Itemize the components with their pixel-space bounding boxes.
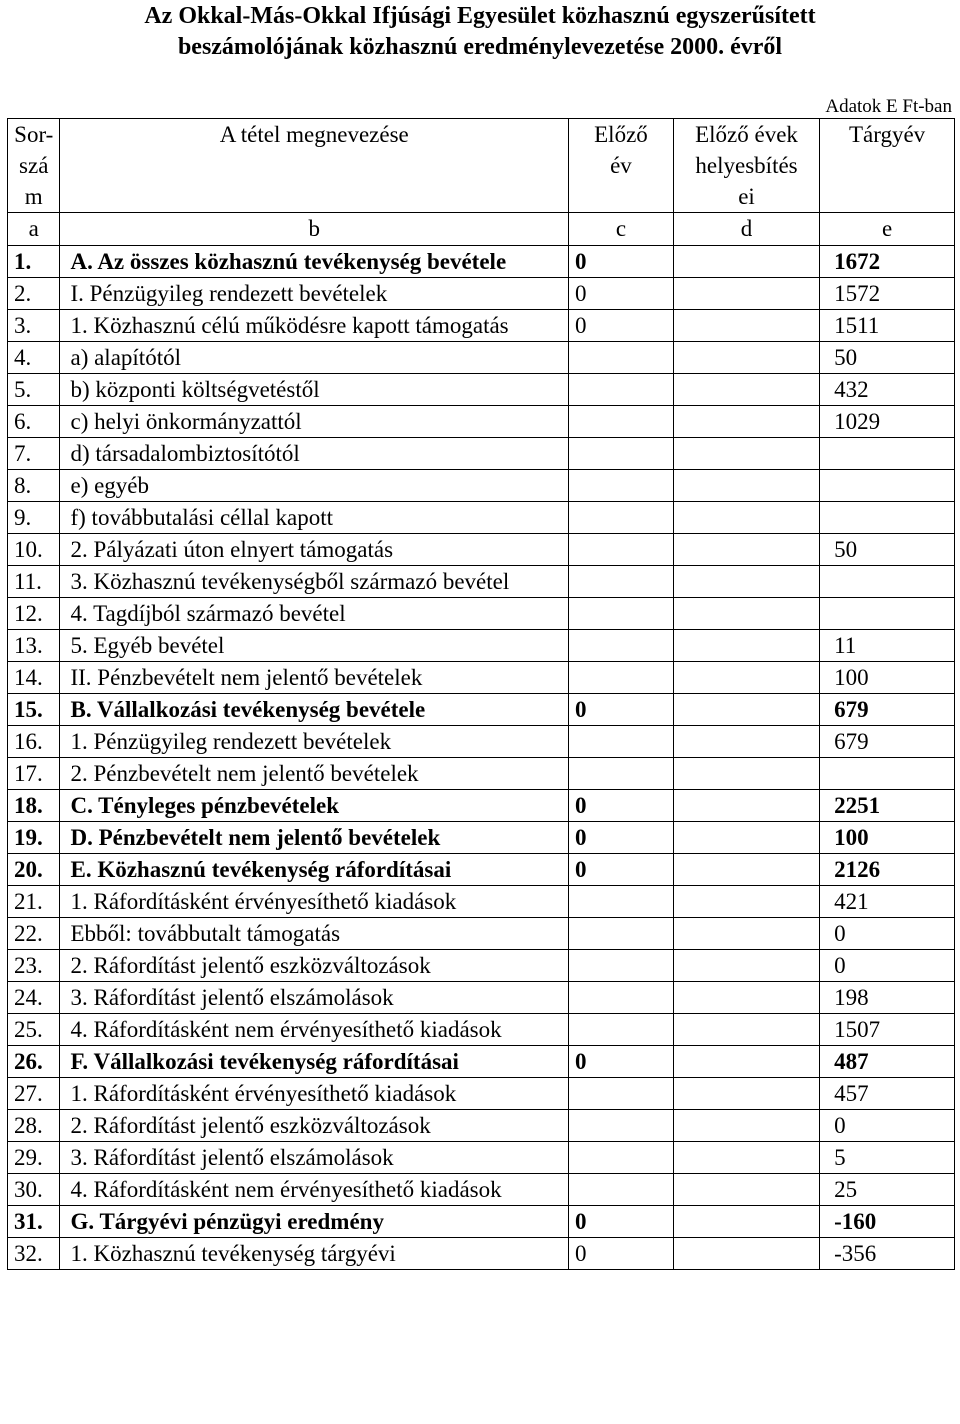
row-corrections [673,822,819,854]
table-row [8,1142,955,1174]
row-item-name: d) társadalombiztosítótól [60,438,568,470]
row-number: 6. [8,406,60,438]
row-previous-year [568,598,673,630]
title-line-1: Az Okkal-Más-Okkal Ifjúsági Egyesület közhasznú egyszerűsített [144,3,816,29]
row-previous-year [568,1142,673,1174]
header-current-year: Tárgyév [820,119,955,213]
row-previous-year: 0 [568,694,673,726]
row-previous-year [568,886,673,918]
table-row [8,278,955,310]
row-previous-year [568,1110,673,1142]
table-row [8,790,955,822]
row-corrections [673,534,819,566]
row-previous-year: 0 [568,310,673,342]
table-row [8,822,955,854]
row-current-year: 25 [820,1174,955,1206]
row-number: 12. [8,598,60,630]
row-previous-year [568,374,673,406]
header-previous-year: Előző év [568,119,673,213]
row-current-year [820,758,955,790]
row-corrections [673,1238,819,1270]
row-number: 32. [8,1238,60,1270]
row-corrections [673,1110,819,1142]
header-item-name: A tétel megnevezése [60,119,568,213]
table-row [8,1110,955,1142]
row-current-year: 679 [820,726,955,758]
row-current-year [820,438,955,470]
table-row [8,438,955,470]
row-item-name: Ebből: továbbutalt támogatás [60,918,568,950]
row-current-year [820,470,955,502]
row-number: 13. [8,630,60,662]
column-letter: d [673,213,819,246]
table-row [8,1206,955,1238]
table-row [8,886,955,918]
row-current-year: 2126 [820,854,955,886]
row-current-year [820,566,955,598]
row-corrections [673,374,819,406]
row-current-year: 2251 [820,790,955,822]
row-previous-year [568,630,673,662]
row-corrections [673,342,819,374]
row-item-name: 3. Ráfordítást jelentő elszámolások [60,982,568,1014]
table-row [8,662,955,694]
row-number: 11. [8,566,60,598]
table-row [8,406,955,438]
row-corrections [673,502,819,534]
row-number: 27. [8,1078,60,1110]
row-current-year: 198 [820,982,955,1014]
table-row [8,1078,955,1110]
table-row [8,950,955,982]
row-number: 19. [8,822,60,854]
table-body [8,246,955,1270]
row-item-name: 2. Pénzbevételt nem jelentő bevételek [60,758,568,790]
row-item-name: f) továbbutalási céllal kapott [60,502,568,534]
row-number: 23. [8,950,60,982]
row-item-name: 4. Ráfordításként nem érvényesíthető kiadások [60,1174,568,1206]
table-row [8,758,955,790]
column-letter: b [60,213,568,246]
row-item-name: 4. Tagdíjból származó bevétel [60,598,568,630]
row-current-year: 1029 [820,406,955,438]
unit-note: Adatok E Ft-ban [825,96,952,117]
row-corrections [673,1014,819,1046]
row-corrections [673,1206,819,1238]
row-number: 22. [8,918,60,950]
income-statement-table [7,118,955,1270]
row-item-name: E. Közhasznú tevékenység ráfordításai [60,854,568,886]
row-item-name: a) alapítótól [60,342,568,374]
row-number: 10. [8,534,60,566]
table-row [8,1174,955,1206]
row-current-year: 1507 [820,1014,955,1046]
row-item-name: 1. Pénzügyileg rendezett bevételek [60,726,568,758]
row-corrections [673,310,819,342]
row-previous-year: 0 [568,1238,673,1270]
row-previous-year [568,726,673,758]
row-number: 26. [8,1046,60,1078]
row-item-name: c) helyi önkormányzattól [60,406,568,438]
row-number: 20. [8,854,60,886]
row-corrections [673,694,819,726]
row-current-year: 100 [820,822,955,854]
row-item-name: 1. Közhasznú tevékenység tárgyévi [60,1238,568,1270]
row-corrections [673,790,819,822]
row-item-name: I. Pénzügyileg rendezett bevételek [60,278,568,310]
row-number: 5. [8,374,60,406]
row-current-year: 50 [820,342,955,374]
row-current-year: 5 [820,1142,955,1174]
row-item-name: 2. Ráfordítást jelentő eszközváltozások [60,950,568,982]
row-previous-year: 0 [568,278,673,310]
table-row [8,694,955,726]
row-current-year: 100 [820,662,955,694]
table-row [8,342,955,374]
row-number: 15. [8,694,60,726]
row-previous-year [568,662,673,694]
table-row [8,1238,955,1270]
row-previous-year: 0 [568,790,673,822]
row-item-name: A. Az összes közhasznú tevékenység bevétele [60,246,568,278]
row-corrections [673,886,819,918]
row-current-year: -356 [820,1238,955,1270]
table-row [8,310,955,342]
row-previous-year [568,918,673,950]
row-corrections [673,982,819,1014]
row-number: 14. [8,662,60,694]
table-row [8,246,955,278]
row-item-name: 1. Közhasznú célú működésre kapott támogatás [60,310,568,342]
row-item-name: G. Tárgyévi pénzügyi eredmény [60,1206,568,1238]
row-current-year: -160 [820,1206,955,1238]
row-previous-year [568,1014,673,1046]
table-row [8,470,955,502]
column-letter: a [8,213,60,246]
row-item-name: D. Pénzbevételt nem jelentő bevételek [60,822,568,854]
row-current-year: 679 [820,694,955,726]
row-previous-year [568,1078,673,1110]
row-item-name: 3. Ráfordítást jelentő elszámolások [60,1142,568,1174]
row-number: 4. [8,342,60,374]
row-number: 1. [8,246,60,278]
table-row [8,630,955,662]
row-number: 2. [8,278,60,310]
row-previous-year: 0 [568,1206,673,1238]
row-previous-year: 0 [568,822,673,854]
table-row [8,1046,955,1078]
table-row [8,502,955,534]
row-corrections [673,438,819,470]
document-title [0,0,960,63]
row-item-name: 5. Egyéb bevétel [60,630,568,662]
row-current-year [820,502,955,534]
row-corrections [673,918,819,950]
table-row [8,726,955,758]
row-current-year: 11 [820,630,955,662]
table-row [8,1014,955,1046]
row-current-year: 0 [820,918,955,950]
row-previous-year [568,502,673,534]
row-corrections [673,854,819,886]
row-number: 16. [8,726,60,758]
header-corrections: Előző évek helyesbítés ei [673,119,819,213]
table-row [8,566,955,598]
row-corrections [673,630,819,662]
row-item-name: b) központi költségvetéstől [60,374,568,406]
row-corrections [673,566,819,598]
row-current-year: 487 [820,1046,955,1078]
row-previous-year: 0 [568,1046,673,1078]
title-line-2: beszámolójának közhasznú eredménylevezetése 2000. évről [177,34,783,60]
row-item-name: C. Tényleges pénzbevételek [60,790,568,822]
row-previous-year [568,342,673,374]
row-current-year: 1672 [820,246,955,278]
row-corrections [673,470,819,502]
row-item-name: 3. Közhasznú tevékenységből származó bevétel [60,566,568,598]
table-row [8,534,955,566]
row-current-year: 0 [820,1110,955,1142]
table-row [8,374,955,406]
row-number: 17. [8,758,60,790]
column-letter: c [568,213,673,246]
row-corrections [673,1174,819,1206]
row-corrections [673,598,819,630]
row-number: 29. [8,1142,60,1174]
row-corrections [673,406,819,438]
row-previous-year [568,950,673,982]
row-item-name: 4. Ráfordításként nem érvényesíthető kiadások [60,1014,568,1046]
header-sorszam: Sor- szá m [8,119,60,213]
row-item-name: 2. Pályázati úton elnyert támogatás [60,534,568,566]
row-item-name: 1. Ráfordításként érvényesíthető kiadások [60,1078,568,1110]
row-previous-year [568,758,673,790]
header-row [8,119,955,213]
row-previous-year [568,534,673,566]
row-current-year: 50 [820,534,955,566]
row-previous-year [568,1174,673,1206]
row-current-year: 0 [820,950,955,982]
row-number: 7. [8,438,60,470]
row-corrections [673,278,819,310]
row-number: 3. [8,310,60,342]
row-current-year: 1511 [820,310,955,342]
row-number: 25. [8,1014,60,1046]
row-number: 8. [8,470,60,502]
table-row [8,982,955,1014]
row-number: 9. [8,502,60,534]
row-item-name: 1. Ráfordításként érvényesíthető kiadások [60,886,568,918]
row-corrections [673,726,819,758]
row-current-year: 457 [820,1078,955,1110]
table-row [8,854,955,886]
row-corrections [673,758,819,790]
row-corrections [673,246,819,278]
row-previous-year [568,438,673,470]
row-corrections [673,1046,819,1078]
row-corrections [673,662,819,694]
row-number: 30. [8,1174,60,1206]
row-item-name: B. Vállalkozási tevékenység bevétele [60,694,568,726]
row-item-name: II. Pénzbevételt nem jelentő bevételek [60,662,568,694]
row-number: 24. [8,982,60,1014]
row-corrections [673,950,819,982]
row-number: 21. [8,886,60,918]
table-row [8,918,955,950]
row-previous-year [568,982,673,1014]
row-current-year [820,598,955,630]
row-number: 18. [8,790,60,822]
row-previous-year [568,470,673,502]
row-corrections [673,1142,819,1174]
row-previous-year: 0 [568,246,673,278]
row-current-year: 421 [820,886,955,918]
row-current-year: 432 [820,374,955,406]
row-previous-year [568,566,673,598]
column-letter-row [8,213,955,246]
row-corrections [673,1078,819,1110]
table-row [8,598,955,630]
row-item-name: F. Vállalkozási tevékenység ráfordításai [60,1046,568,1078]
row-previous-year [568,406,673,438]
row-number: 28. [8,1110,60,1142]
row-current-year: 1572 [820,278,955,310]
column-letter: e [820,213,955,246]
row-item-name: e) egyéb [60,470,568,502]
row-item-name: 2. Ráfordítást jelentő eszközváltozások [60,1110,568,1142]
row-previous-year: 0 [568,854,673,886]
row-number: 31. [8,1206,60,1238]
